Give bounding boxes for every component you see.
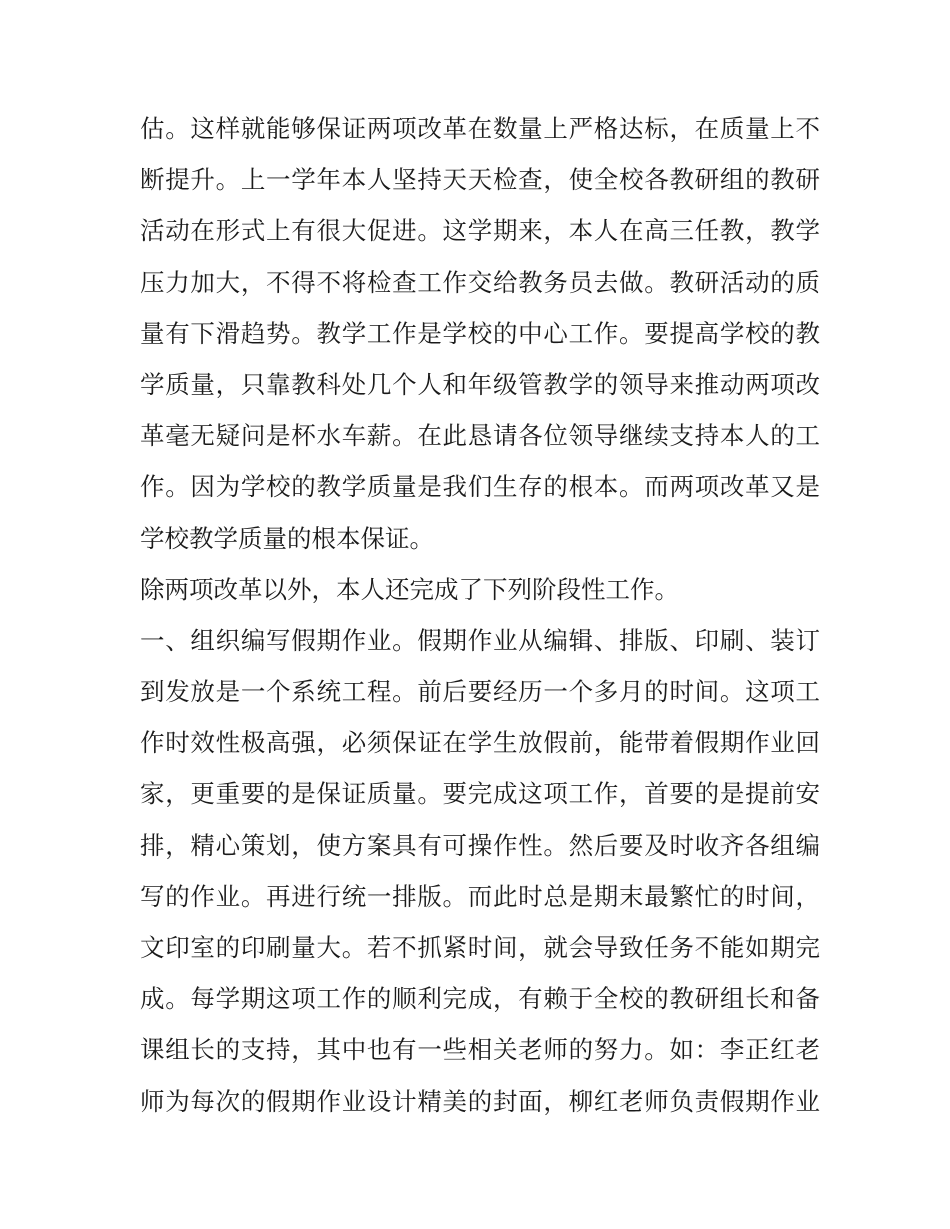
text-line: 排，精心策划，使方案具有可操作性。然后要及时收齐各组编 [140,830,820,860]
text-line: 课组长的支持，其中也有一些相关老师的努力。如：李正红老 [140,1035,820,1065]
text-line: 除两项改革以外，本人还完成了下列阶段性工作。 [140,574,679,604]
text-line: 家，更重要的是保证质量。要完成这项工作，首要的是提前安 [140,779,820,809]
text-line: 学质量，只靠教科处几个人和年级管教学的领导来推动两项改 [140,369,820,399]
text-line: 学校教学质量的根本保证。 [140,523,434,553]
text-line: 革毫无疑问是杯水车薪。在此恳请各位领导继续支持本人的工 [140,421,820,451]
text-line: 作。因为学校的教学质量是我们生存的根本。而两项改革又是 [140,472,820,502]
text-line: 一、组织编写假期作业。假期作业从编辑、排版、印刷、装订 [140,625,820,655]
text-line: 师为每次的假期作业设计精美的封面，柳红老师负责假期作业 [140,1086,820,1116]
text-line: 断提升。上一学年本人坚持天天检查，使全校各教研组的教研 [140,165,820,195]
text-line: 成。每学期这项工作的顺利完成，有赖于全校的教研组长和备 [140,984,820,1014]
text-line: 写的作业。再进行统一排版。而此时总是期末最繁忙的时间， [140,881,820,911]
text-line: 压力加大，不得不将检查工作交给教务员去做。教研活动的质 [140,267,820,297]
text-line: 到发放是一个系统工程。前后要经历一个多月的时间。这项工 [140,677,820,707]
document-body-text [140,103,820,1127]
text-line: 作时效性极高强，必须保证在学生放假前，能带着假期作业回 [140,728,820,758]
text-line: 量有下滑趋势。教学工作是学校的中心工作。要提高学校的教 [140,318,820,348]
text-line: 估。这样就能够保证两项改革在数量上严格达标，在质量上不 [140,114,820,143]
text-line: 文印室的印刷量大。若不抓紧时间，就会导致任务不能如期完 [140,933,820,962]
text-line: 活动在形式上有很大促进。这学期来，本人在高三任教，教学 [140,216,820,246]
